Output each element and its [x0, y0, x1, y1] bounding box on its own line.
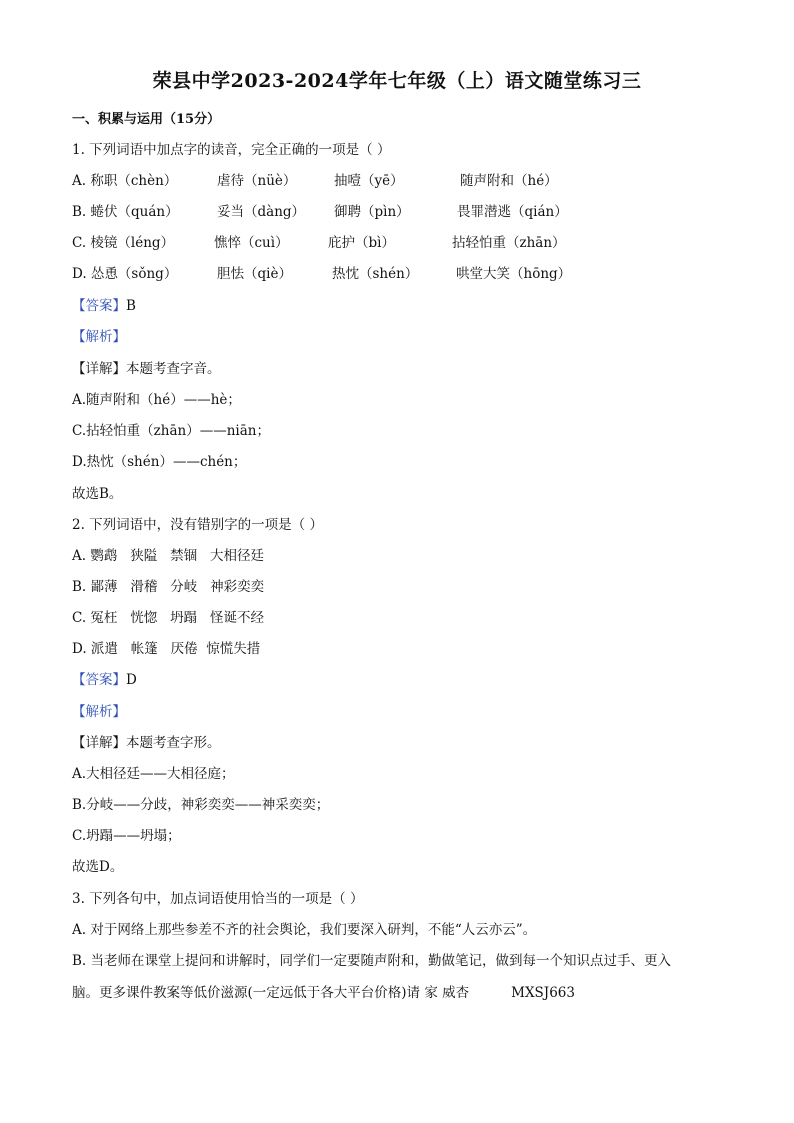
- detail-text: 本题考查字音。: [126, 361, 221, 377]
- q1-note: D.热忱（shén）——chén；: [72, 454, 247, 470]
- q2-detail: [72, 734, 221, 752]
- answer-tag: 【答案】: [72, 672, 126, 688]
- q2-analysis-tag: [72, 703, 126, 721]
- detail-tag: 【详解】: [72, 735, 126, 751]
- q1-option-b-item: 畏罪潜逃（qián）: [457, 204, 568, 220]
- section-heading: 一、积累与运用（15分）: [72, 112, 221, 127]
- q1-option-a: [72, 172, 722, 190]
- q1-option-d: [72, 265, 722, 283]
- q1-option-a-item: A. 称职（chèn）: [72, 173, 178, 189]
- q1-option-b: [72, 203, 722, 221]
- q1-option-c-item: 拈轻怕重（zhān）: [452, 235, 566, 251]
- q1-detail: [72, 360, 221, 378]
- q2-option-d: D. 派遣 帐篷 厌倦 惊慌失措: [72, 641, 261, 657]
- document-code: MXSJ663: [511, 985, 575, 1001]
- q1-option-d-item: 胆怯（qiè）: [217, 266, 292, 282]
- q2-answer: [72, 671, 137, 689]
- q1-note: A.随声附和（hé）——hè；: [72, 392, 241, 408]
- detail-text: 本题考查字形。: [126, 735, 221, 751]
- q2-option-a: A. 鹦鹉 狭隘 禁锢 大相径廷: [72, 548, 264, 564]
- q2-note: C.坍蹋——坍塌；: [72, 828, 181, 844]
- answer-value: B: [126, 298, 136, 314]
- q1-conclusion: 故选B。: [72, 486, 123, 502]
- q1-option-a-item: 虐待（nüè）: [217, 173, 297, 189]
- q1-option-c-item: 憔悴（cuì）: [214, 235, 289, 251]
- q1-note: C.拈轻怕重（zhān）——niān；: [72, 423, 270, 439]
- analysis-tag: 【解析】: [72, 704, 126, 720]
- q1-option-b-item: 御聘（pìn）: [334, 204, 410, 220]
- q1-option-b-item: B. 蜷伏（quán）: [72, 204, 179, 220]
- q2-note: B.分岐——分歧，神彩奕奕——神采奕奕；: [72, 797, 330, 813]
- q1-option-d-item: D. 怂恿（sǒng）: [72, 266, 178, 282]
- q1-analysis-tag: [72, 328, 126, 346]
- q3-option-a: A. 对于网络上那些参差不齐的社会舆论，我们要深入研判，不能“人云亦云”。: [72, 922, 537, 938]
- q1-answer: [72, 297, 136, 315]
- q3-option-b: B. 当老师在课堂上提问和讲解时，同学们一定要随声附和，勤做笔记，做到每一个知识点过手、更入: [72, 953, 672, 969]
- analysis-tag: 【解析】: [72, 329, 126, 345]
- q1-option-a-item: 抽噎（yē）: [334, 173, 404, 189]
- q1-option-a-item: 随声附和（hé）: [460, 173, 558, 189]
- q2-conclusion: 故选D。: [72, 859, 124, 875]
- answer-tag: 【答案】: [72, 298, 126, 314]
- answer-value: D: [126, 672, 137, 688]
- q1-option-c-item: 庇护（bì）: [328, 235, 395, 251]
- q2-note: A.大相径廷——大相径庭；: [72, 766, 235, 782]
- question-1-stem: 1. 下列词语中加点字的读音，完全正确的一项是（ ）: [72, 142, 391, 158]
- q2-option-b: B. 鄙薄 滑稽 分岐 神彩奕奕: [72, 579, 265, 595]
- q1-option-d-item: 热忱（shén）: [332, 266, 419, 282]
- q1-option-d-item: 哄堂大笑（hōng）: [456, 266, 572, 282]
- q3-option-b-continued: [72, 984, 575, 1002]
- q1-option-c: [72, 234, 722, 252]
- q3-option-b-text: 脑。更多课件教案等低价滋源(一定远低于各大平台价格)请 家 威杏: [72, 985, 470, 1001]
- q1-option-b-item: 妥当（dàng）: [217, 204, 306, 220]
- detail-tag: 【详解】: [72, 361, 126, 377]
- q1-option-c-item: C. 棱镜（léng）: [72, 235, 175, 251]
- question-2-stem: 2. 下列词语中，没有错别字的一项是（ ）: [72, 517, 323, 533]
- document-title: 荣县中学2023-2024学年七年级（上）语文随堂练习三: [152, 70, 642, 92]
- q2-option-c: C. 冤枉 恍惚 坍蹋 怪诞不经: [72, 610, 265, 626]
- question-3-stem: 3. 下列各句中，加点词语使用恰当的一项是（ ）: [72, 891, 364, 907]
